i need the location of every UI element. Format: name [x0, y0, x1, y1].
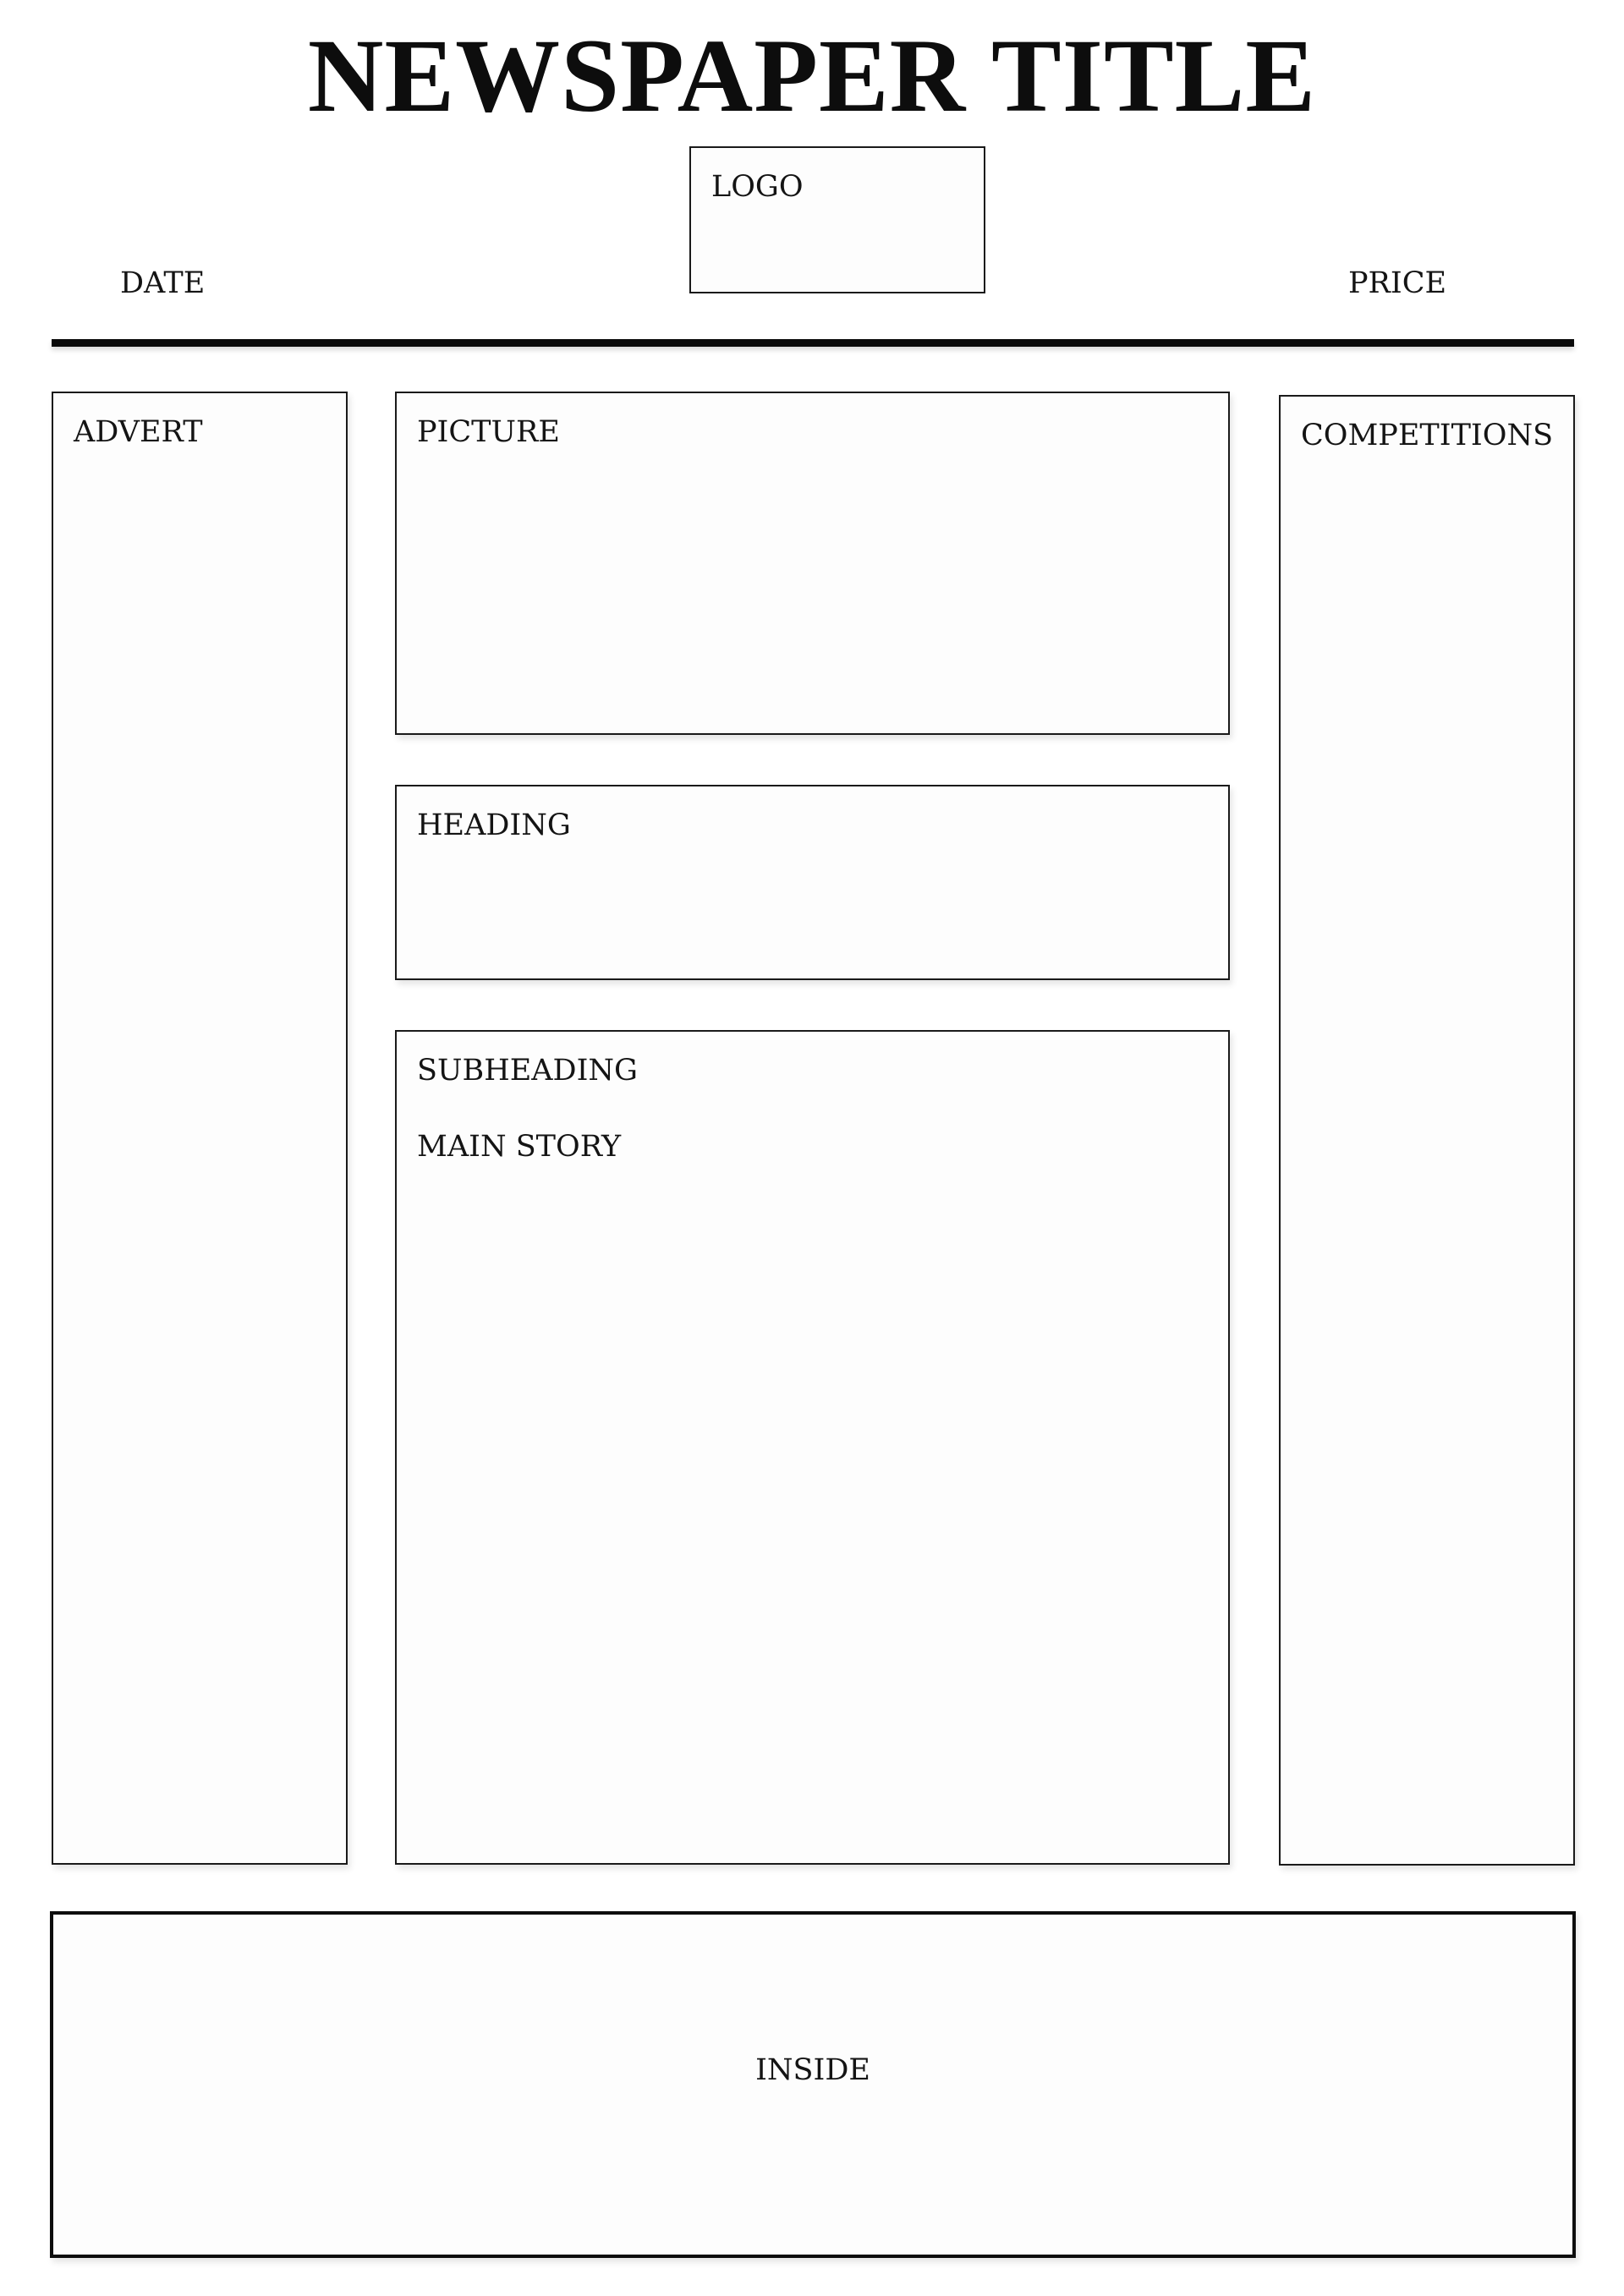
price-label: PRICE: [1348, 266, 1447, 300]
inside-label: INSIDE: [755, 2053, 870, 2087]
advert-label: ADVERT: [74, 415, 203, 449]
header-divider: [52, 339, 1574, 347]
main-story-box: [395, 1030, 1230, 1865]
picture-box: [395, 392, 1230, 735]
picture-label: PICTURE: [417, 415, 560, 449]
advert-box: [52, 392, 348, 1865]
main-story-label: MAIN STORY: [417, 1130, 622, 1164]
logo-label: LOGO: [711, 170, 804, 204]
date-label: DATE: [120, 266, 206, 300]
subheading-label: SUBHEADING: [417, 1054, 639, 1088]
heading-label: HEADING: [417, 808, 571, 842]
competitions-label: COMPETITIONS: [1301, 419, 1554, 452]
competitions-box: [1279, 395, 1575, 1866]
inside-box: [50, 1911, 1576, 2258]
logo-box: [689, 146, 985, 293]
newspaper-title: NEWSPAPER TITLE: [307, 18, 1317, 134]
heading-box: [395, 785, 1230, 980]
